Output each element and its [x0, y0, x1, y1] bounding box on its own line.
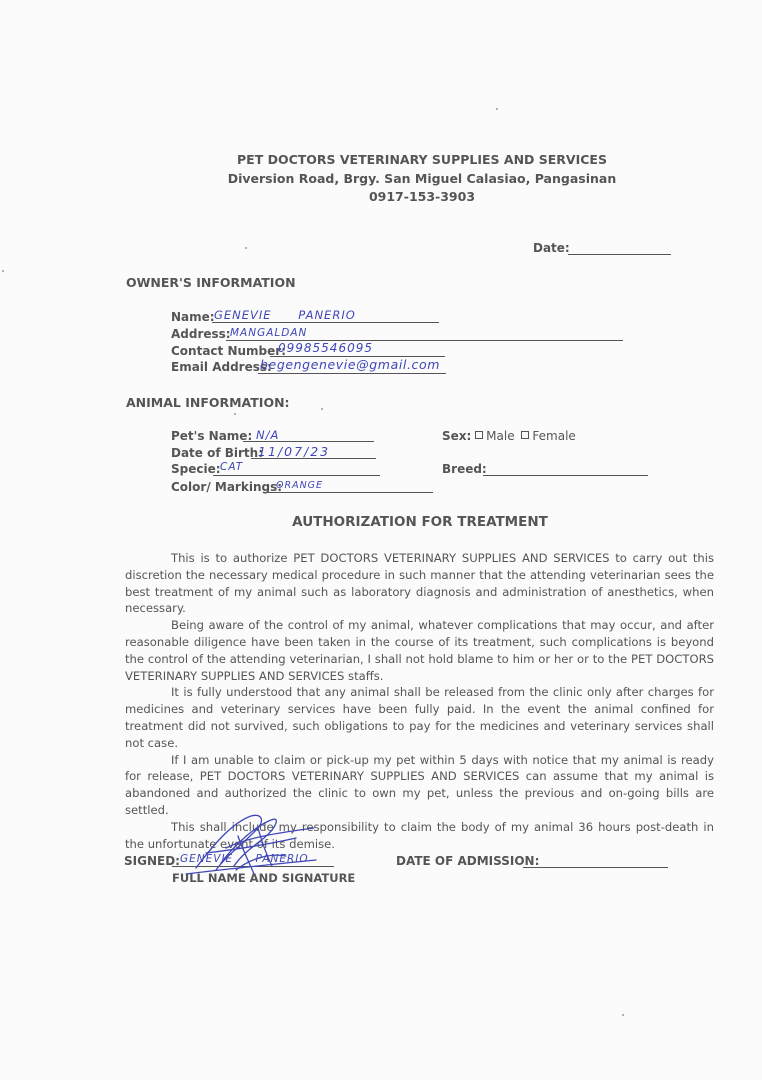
scan-speck [245, 247, 247, 249]
owner-address-label: Address: [171, 327, 231, 341]
female-checkbox[interactable] [521, 431, 529, 439]
signed-value: GENEVIE PANERIO [180, 853, 309, 865]
admission-line [523, 867, 668, 868]
authorization-paragraph-3: It is fully understood that any animal shall be released from the clinic only after charges for medicines and veterinary services have been fully paid. In the event the animal confined for treatment did not survived, such obligations to pay for the medicines and veterinary services shall not case. [125, 685, 714, 750]
animal-heading: ANIMAL INFORMATION: [126, 395, 290, 410]
owner-email-label: Email Address: [171, 360, 272, 374]
dob-value: 11/07/23 [258, 444, 331, 459]
clinic-name: PET DOCTORS VETERINARY SUPPLIES AND SERVICES [237, 152, 607, 167]
owner-contact-value: 09985546095 [278, 341, 373, 355]
scan-speck [496, 108, 498, 110]
owner-address-value: MANGALDAN [230, 327, 308, 339]
pet-name-value: N/A [256, 428, 280, 442]
owner-heading: OWNER'S INFORMATION [126, 275, 296, 290]
date-line [568, 254, 671, 255]
authorization-paragraph-2: Being aware of the control of my animal, whatever complications that may occur, and after reasonable diligence have been taken in the course of its treatment, such complications is beyond the control of the attending veterinarian, I shall not hold blame to him or her or to the PET DOCTORS VETERINARY SUPPLIES AND SERVICES staffs. [125, 618, 714, 683]
specie-line [213, 475, 380, 476]
pet-name-label: Pet's Name: [171, 429, 253, 443]
color-value: ORANGE [276, 480, 324, 491]
authorization-paragraph-5: This shall include my responsibility to claim the body of my animal 36 hours post-death in the unfortunate event of its demise. [125, 819, 714, 851]
female-label: Female [532, 429, 576, 443]
scan-speck [2, 270, 4, 272]
dob-label: Date of Birth: [171, 446, 264, 460]
scan-speck [234, 413, 236, 415]
authorization-paragraph-1: This is to authorize PET DOCTORS VETERINARY SUPPLIES AND SERVICES to carry out this discretion the necessary medical procedure in such manner that the attending veterinarian sees the best treatment of my animal such as laboratory diagnosis and administration of anesthetics, when necessary. [125, 551, 714, 616]
signature-sub-label: FULL NAME AND SIGNATURE [172, 871, 356, 885]
breed-line [483, 475, 648, 476]
authorization-paragraph-4: If I am unable to claim or pick-up my pet within 5 days with notice that my animal is ready for release, PET DOCTORS VETERINARY SUPPLIES AND SERVICES can assume that my animal is abandoned and authorized the clinic to own my pet, unless the previous and on-going bills are settled. [125, 752, 714, 817]
owner-email-value: begengenevie@gmail.com [260, 357, 441, 372]
owner-name-value: GENEVIE PANERIO [214, 308, 356, 322]
breed-label: Breed: [442, 462, 487, 476]
specie-label: Specie: [171, 462, 221, 476]
male-label: Male [486, 429, 515, 443]
scan-speck [622, 1014, 624, 1016]
sex-label: Sex: [442, 429, 472, 443]
date-label: Date: [533, 241, 570, 255]
color-line [268, 492, 433, 493]
scan-speck [321, 408, 323, 410]
handwritten-signature [176, 808, 326, 888]
authorization-title: AUTHORIZATION FOR TREATMENT [292, 514, 548, 530]
admission-label: DATE OF ADMISSION: [396, 854, 540, 868]
owner-email-line [258, 373, 446, 374]
owner-contact-label: Contact Number: [171, 344, 286, 358]
specie-value: CAT [220, 461, 244, 473]
signed-label: SIGNED: [124, 854, 180, 868]
male-checkbox[interactable] [475, 431, 483, 439]
clinic-phone: 0917-153-3903 [368, 189, 476, 204]
owner-name-label: Name: [171, 310, 215, 324]
owner-name-line [212, 322, 439, 323]
clinic-address: Diversion Road, Brgy. San Miguel Calasiao, Pangasinan [227, 171, 617, 186]
authorization-body [125, 550, 714, 852]
sex-field [442, 429, 576, 443]
color-label: Color/ Markings: [171, 480, 283, 494]
